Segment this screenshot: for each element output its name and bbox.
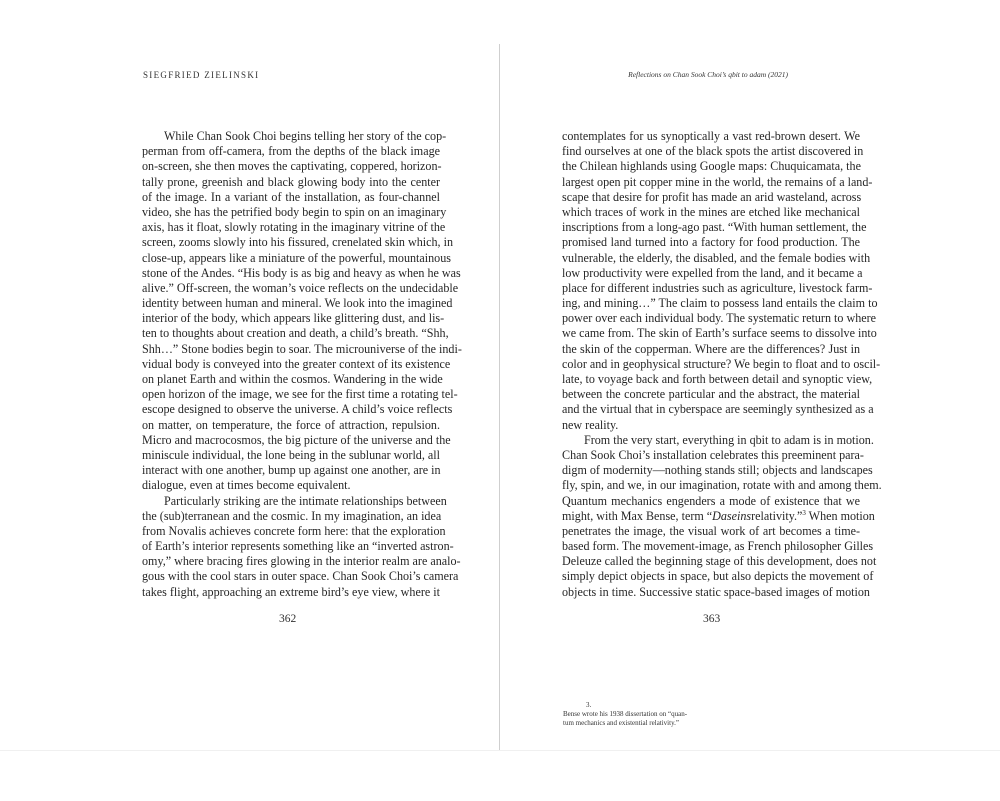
text-line: and the virtual that in cyberspace are seemingly synthesized as a bbox=[562, 402, 874, 417]
text-line: penetrates the image, the visual work of art becomes a time- bbox=[562, 523, 860, 538]
text-fragment: relativity.” bbox=[751, 508, 803, 523]
italic-term: Daseins bbox=[712, 508, 752, 523]
text-line: from Novalis achieves concrete form here: that the exploration bbox=[142, 523, 446, 538]
text-line: miniscule individual, the lone being in the sublunar world, all bbox=[142, 447, 440, 462]
text-line: Shh…” Stone bodies begin to soar. The microuniverse of the indi- bbox=[142, 341, 462, 356]
text-line: ing, and mining…” The claim to possess land entails the claim to bbox=[562, 296, 878, 311]
text-line: on matter, on temperature, the force of attraction, repulsion. bbox=[142, 417, 440, 432]
footnote-reference[interactable]: 3 bbox=[802, 508, 806, 517]
text-line: the (sub)terranean and the cosmic. In my imagination, an idea bbox=[142, 508, 442, 523]
footnote-line: Bense wrote his 1938 dissertation on “quan- bbox=[563, 710, 688, 718]
text-line: vidual body is conveyed into the greater context of its existence bbox=[142, 356, 451, 371]
text-line: late, to voyage back and forth between detail and synoptic view, bbox=[562, 372, 873, 386]
text-line: Micro and macrocosmos, the big picture of the universe and the bbox=[142, 432, 451, 447]
left-page bbox=[0, 0, 500, 750]
text-fragment: might, with Max Bense, term “ bbox=[562, 508, 713, 523]
text-line: digm of modernity—nothing stands still; objects and landscapes bbox=[562, 463, 873, 478]
text-line: Chan Sook Choi’s installation celebrates this preeminent para- bbox=[562, 447, 864, 462]
text-line: the skin of the copperman. Where are the differences? Just in bbox=[562, 341, 860, 356]
text-line: ten to thoughts about creation and death, a child’s breath. “Shh, bbox=[142, 326, 449, 341]
text-line: of Earth’s interior represents something like an “inverted astron- bbox=[142, 539, 454, 554]
text-line: of the image. In a variant of the installation, as four-channel bbox=[142, 189, 440, 204]
text-line: From the very start, everything in qbit to adam is in motion. bbox=[584, 432, 874, 447]
text-line: identity between human and mineral. We look into the imagined bbox=[142, 296, 453, 311]
text-line: simply depict objects in space, but also depicts the movement of bbox=[562, 569, 874, 584]
text-line: Quantum mechanics engenders a mode of existence that we bbox=[562, 493, 860, 508]
text-line: we came from. The skin of Earth’s surface seems to dissolve into bbox=[562, 326, 877, 341]
text-line: place for different industries such as agriculture, livestock farm- bbox=[562, 280, 873, 295]
text-line: find ourselves at one of the black spots the artist discovered in bbox=[562, 144, 864, 159]
text-line: based form. The movement-image, as French philosopher Gilles bbox=[562, 539, 874, 554]
right-text-column bbox=[562, 129, 882, 605]
text-line: dialogue, even at times become equivalent. bbox=[142, 478, 351, 493]
text-line: between the concrete particular and the abstract, the material bbox=[562, 387, 860, 402]
text-line: the Chilean highlands using Google maps: Chuquicamata, the bbox=[562, 159, 861, 174]
text-line: vulnerable, the elderly, the disabled, and the female bodies with bbox=[562, 250, 871, 265]
text-line: interior of the body, which appears like glittering dust, and lis- bbox=[142, 311, 445, 326]
footnote-number: 3. bbox=[586, 701, 592, 709]
text-line: objects in time. Successive static space-based images of motion bbox=[562, 584, 870, 599]
text-line: takes flight, approaching an extreme bird’s eye view, where it bbox=[142, 584, 440, 599]
left-text-column bbox=[142, 129, 462, 605]
text-line: Deleuze called the beginning stage of this development, does not bbox=[562, 554, 877, 569]
text-line: interact with one another, bump up against one another, are in bbox=[142, 463, 441, 478]
text-line: on-screen, she then moves the captivating, coppered, horizon- bbox=[142, 159, 442, 174]
footnote bbox=[563, 701, 743, 728]
text-line: open horizon of the image, we see for the first time a rotating tel- bbox=[142, 387, 458, 402]
text-line: video, she has the petrified body begin to spin on an imaginary bbox=[142, 204, 447, 219]
text-line: low productivity were expelled from the land, and it became a bbox=[562, 265, 863, 280]
text-line: contemplates for us synoptically a vast red-brown desert. We bbox=[562, 129, 860, 143]
text-line: fly, spin, and we, in our imagination, rotate with and among them. bbox=[562, 478, 882, 493]
text-line: which traces of work in the mines are etched like mechanical bbox=[562, 204, 860, 219]
bottom-margin-band bbox=[0, 750, 1000, 801]
text-line-with-footnote-ref bbox=[562, 508, 875, 524]
left-running-head: SIEGFRIED ZIELINSKI bbox=[143, 70, 260, 80]
text-line: close-up, appears like a miniature of the powerful, mountainous bbox=[142, 250, 451, 265]
text-line: perman from off-camera, from the depths of the black image bbox=[142, 144, 440, 159]
text-line: Particularly striking are the intimate relationships between bbox=[164, 493, 447, 508]
text-line: gous with the cool stars in outer space. Chan Sook Choi’s camera bbox=[142, 569, 459, 584]
left-page-number: 362 bbox=[279, 613, 297, 625]
text-line: omy,” where bracing fires glowing in the interior realm are analo- bbox=[142, 554, 461, 569]
footnote-line: tum mechanics and existential relativity.” bbox=[563, 719, 679, 727]
text-line: tally prone, greenish and black glowing body into the center bbox=[142, 174, 440, 189]
text-line: escope designed to observe the universe. A child’s voice reflects bbox=[142, 402, 453, 417]
text-line: on planet Earth and within the cosmos. Wandering in the wide bbox=[142, 372, 443, 386]
text-line: scape that desire for profit has made an arid wasteland, across bbox=[562, 189, 862, 204]
text-line: largest open pit copper mine in the world, the remains of a land- bbox=[562, 174, 873, 189]
text-fragment: When motion bbox=[805, 508, 875, 523]
text-line: new reality. bbox=[562, 417, 619, 432]
text-line: alive.” Off-screen, the woman’s voice reflects on the undecidable bbox=[142, 280, 459, 295]
text-line: promised land turned into a factory for food production. The bbox=[562, 235, 860, 250]
right-page-number: 363 bbox=[703, 613, 721, 625]
text-line: While Chan Sook Choi begins telling her story of the cop- bbox=[164, 129, 447, 143]
text-line: inscriptions from a long-ago past. “With human settlement, the bbox=[562, 220, 867, 235]
text-line: power over each individual body. The systematic return to where bbox=[562, 311, 876, 326]
text-line: color and in geophysical structure? We begin to float and to oscil- bbox=[562, 356, 881, 371]
text-line: stone of the Andes. “His body is as big and heavy as when he was bbox=[142, 265, 461, 280]
right-running-head: Reflections on Chan Sook Choi’s qbit to adam (2021) bbox=[628, 70, 788, 79]
text-line: axis, has it float, slowly rotating in the imaginary vitrine of the bbox=[142, 220, 446, 235]
text-line: screen, zooms slowly into his fissured, crenelated skin which, in bbox=[142, 235, 454, 250]
